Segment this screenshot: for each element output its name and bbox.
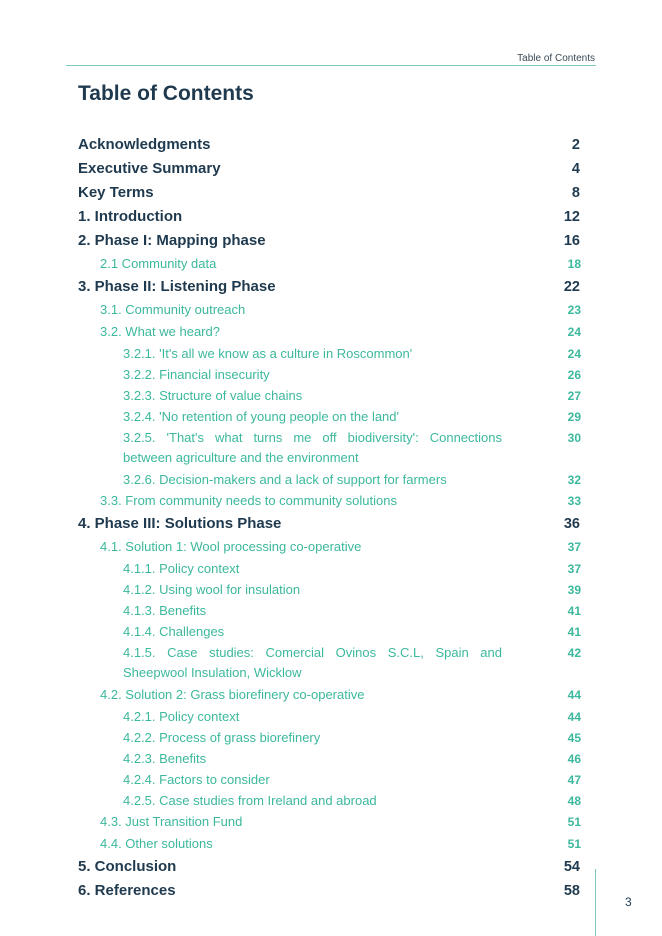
toc-entry[interactable]: [78, 834, 581, 856]
toc-entry[interactable]: [78, 344, 581, 365]
running-header: Table of Contents: [517, 53, 595, 64]
toc-entry-title: 4.1.1. Policy context: [123, 561, 240, 576]
toc-entry-title: 2.1 Community data: [100, 256, 217, 271]
toc-entry-title: 3.3. From community needs to community solutions: [100, 493, 397, 508]
toc-entry-page: 27: [567, 389, 581, 403]
toc-entry[interactable]: [78, 134, 581, 158]
toc-entry-page: 18: [567, 257, 581, 271]
toc-entry-page: 41: [567, 625, 581, 639]
toc-entry[interactable]: [78, 300, 581, 322]
toc-entry-page: 42: [567, 646, 581, 660]
toc-entry-title: 4.3. Just Transition Fund: [100, 814, 243, 829]
toc-entry[interactable]: [78, 728, 581, 749]
toc-entry[interactable]: [78, 428, 581, 470]
toc-entry-title: 4.1.4. Challenges: [123, 624, 225, 639]
toc-entry-title: 4.1.2. Using wool for insulation: [123, 582, 301, 597]
toc-entry-page: 54: [563, 859, 580, 875]
toc-entry-page: 39: [567, 583, 581, 597]
toc-entry-page: 37: [567, 540, 581, 554]
toc-entry-title: 3.2.5. 'That's what turns me off biodiversity': Connections between agriculture and the environment: [123, 430, 502, 465]
toc-entry-title: 4.2.5. Case studies from Ireland and abroad: [123, 793, 377, 808]
toc-entry-title: 4.1. Solution 1: Wool processing co-operative: [100, 539, 362, 554]
toc-entry[interactable]: [78, 254, 581, 276]
toc-entry-page: 26: [567, 368, 581, 382]
toc-entry-page: 29: [567, 410, 581, 424]
toc-entry-page: 8: [571, 185, 580, 201]
toc-entry-title: 3.2. What we heard?: [100, 324, 220, 339]
toc-entry-page: 24: [567, 347, 581, 361]
footer-rule: [595, 869, 596, 936]
toc-entry[interactable]: [78, 407, 581, 428]
toc-entry-title: 6. References: [78, 882, 176, 899]
toc-entry-title: 4.2.1. Policy context: [123, 709, 240, 724]
toc-entry-title: 3.1. Community outreach: [100, 302, 246, 317]
toc-entry-page: 36: [563, 516, 580, 532]
toc-entry-title: 4. Phase III: Solutions Phase: [78, 515, 282, 532]
toc-entry-title: 4.1.3. Benefits: [123, 603, 207, 618]
toc-entry-title: 4.1.5. Case studies: Comercial Ovinos S.C.L, Spain and Sheepwool Insulation, Wicklow: [123, 645, 502, 680]
toc-entry-page: 44: [567, 710, 581, 724]
toc-entry[interactable]: [78, 707, 581, 728]
toc-entry-title: 3.2.1. 'It's all we know as a culture in Roscommon': [123, 346, 413, 361]
toc-entry[interactable]: [78, 580, 581, 601]
toc-entry[interactable]: [78, 601, 581, 622]
page-title: Table of Contents: [78, 82, 254, 105]
toc-entry-page: 48: [567, 794, 581, 808]
toc-entry-title: Key Terms: [78, 184, 154, 201]
toc-entry-page: 41: [567, 604, 581, 618]
toc-entry-title: 3.2.3. Structure of value chains: [123, 388, 303, 403]
toc-entry-page: 51: [567, 815, 581, 829]
toc-entry[interactable]: [78, 322, 581, 344]
toc-entry[interactable]: [78, 182, 581, 206]
toc-entry[interactable]: [78, 276, 581, 300]
toc-entry[interactable]: [78, 880, 581, 904]
toc-entry-page: 24: [567, 325, 581, 339]
toc-entry-page: 22: [563, 279, 580, 295]
toc-entry-page: 47: [567, 773, 581, 787]
toc-entry[interactable]: [78, 158, 581, 182]
toc-entry[interactable]: [78, 206, 581, 230]
toc-entry-title: 4.2.3. Benefits: [123, 751, 207, 766]
toc-entry-title: 4.2.2. Process of grass biorefinery: [123, 730, 321, 745]
toc-entry-title: 3.2.6. Decision-makers and a lack of support for farmers: [123, 472, 447, 487]
toc-entry[interactable]: [78, 791, 581, 812]
toc-entry-page: 45: [567, 731, 581, 745]
toc-entry-page: 23: [567, 303, 581, 317]
toc-entry-page: 2: [571, 137, 580, 153]
toc-entry[interactable]: [78, 622, 581, 643]
toc-entry-page: 4: [571, 161, 580, 177]
toc-entry-page: 46: [567, 752, 581, 766]
toc-entry[interactable]: [78, 559, 581, 580]
toc-entry[interactable]: [78, 749, 581, 770]
toc-entry-title: 3.2.2. Financial insecurity: [123, 367, 270, 382]
toc-entry-title: Executive Summary: [78, 160, 221, 177]
toc-entry-page: 16: [563, 233, 580, 249]
toc-entry-title: 4.2. Solution 2: Grass biorefinery co-operative: [100, 687, 365, 702]
toc-entry-page: 44: [567, 688, 581, 702]
toc-entry[interactable]: [78, 856, 581, 880]
toc-entry[interactable]: [78, 230, 581, 254]
toc-entry-page: 58: [563, 883, 580, 899]
table-of-contents: [78, 134, 581, 904]
toc-entry-title: 1. Introduction: [78, 208, 183, 225]
toc-entry-title: Acknowledgments: [78, 136, 211, 153]
toc-entry[interactable]: [78, 812, 581, 834]
toc-entry[interactable]: [78, 643, 581, 685]
toc-entry-page: 33: [567, 494, 581, 508]
toc-entry-title: 4.2.4. Factors to consider: [123, 772, 270, 787]
toc-entry[interactable]: [78, 386, 581, 407]
toc-entry-title: 4.4. Other solutions: [100, 836, 213, 851]
toc-entry-title: 2. Phase I: Mapping phase: [78, 232, 266, 249]
toc-entry[interactable]: [78, 513, 581, 537]
toc-entry[interactable]: [78, 770, 581, 791]
toc-entry-title: 5. Conclusion: [78, 858, 177, 875]
toc-entry[interactable]: [78, 365, 581, 386]
header-rule: [66, 65, 596, 66]
toc-entry-title: 3.2.4. 'No retention of young people on the land': [123, 409, 400, 424]
toc-entry[interactable]: [78, 470, 581, 491]
toc-entry-page: 30: [567, 431, 581, 445]
toc-entry-page: 51: [567, 837, 581, 851]
toc-entry-page: 32: [567, 473, 581, 487]
toc-entry[interactable]: [78, 537, 581, 559]
toc-entry[interactable]: [78, 491, 581, 513]
toc-entry-page: 37: [567, 562, 581, 576]
toc-entry-page: 12: [563, 209, 580, 225]
page-number: 3: [625, 895, 632, 909]
toc-entry[interactable]: [78, 685, 581, 707]
toc-entry-title: 3. Phase II: Listening Phase: [78, 278, 276, 295]
